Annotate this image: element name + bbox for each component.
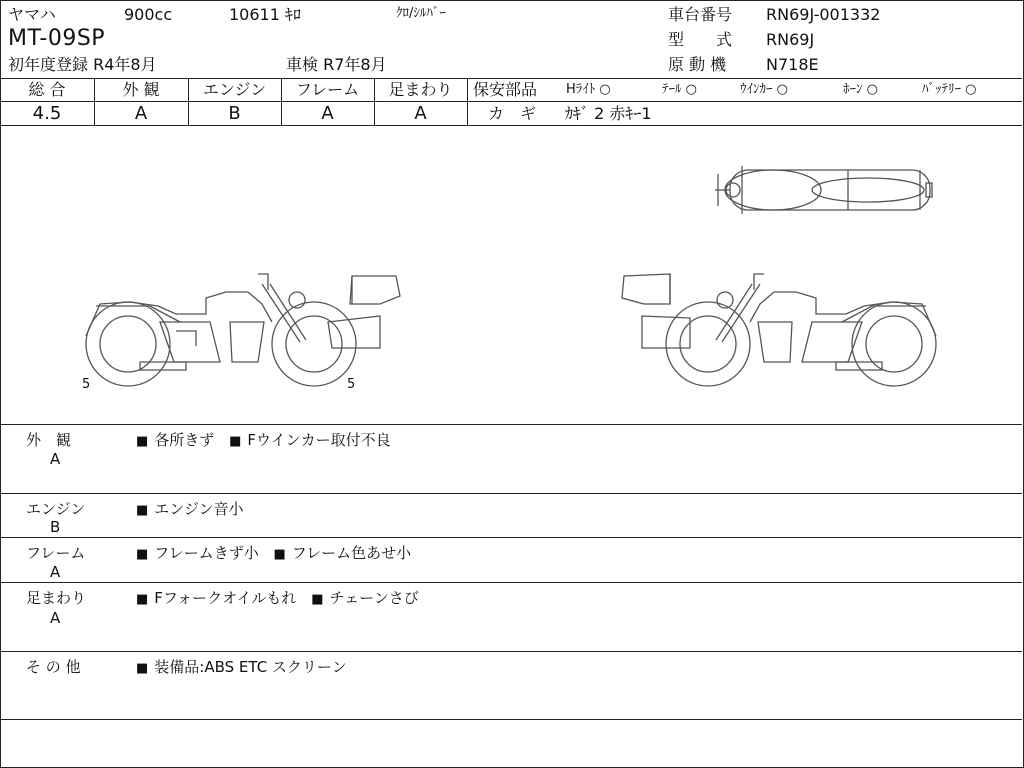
divider bbox=[0, 537, 1022, 538]
grade-header-engine: エンジン bbox=[202, 80, 267, 99]
bullet-icon: ■ bbox=[311, 592, 324, 607]
note-items-exterior bbox=[136, 429, 401, 450]
grade-header-exterior: 外 観 bbox=[122, 80, 160, 99]
grade-suspension-value: A bbox=[414, 103, 427, 124]
bullet-icon: ■ bbox=[136, 503, 149, 518]
safety-winker: ｳｲﾝｶｰ ○ bbox=[740, 82, 788, 97]
divider bbox=[0, 651, 1022, 652]
note-item: エンジン音小 bbox=[154, 500, 244, 518]
first-registration-text: 初年度登録 R4年8月 bbox=[8, 55, 157, 74]
note-title-other: そ の 他 bbox=[26, 658, 81, 676]
divider bbox=[0, 424, 1022, 425]
bullet-icon: ■ bbox=[229, 434, 242, 449]
safety-horn: ﾎｰﾝ ○ bbox=[843, 82, 878, 97]
note-title-exterior: 外 観 bbox=[26, 431, 72, 449]
frame-number-label: 車台番号 bbox=[668, 5, 733, 24]
bullet-icon: ■ bbox=[136, 661, 149, 676]
note-grade-engine: B bbox=[50, 518, 61, 536]
note-grade-frame: A bbox=[50, 563, 61, 581]
divider bbox=[0, 582, 1022, 583]
motorcycle-right-side-icon bbox=[622, 274, 936, 386]
safety-taillight: ﾃｰﾙ ○ bbox=[662, 82, 697, 97]
note-item: フレーム色あせ小 bbox=[291, 544, 412, 562]
note-item: Fウインカー取付不良 bbox=[247, 431, 391, 449]
note-item: 各所きず bbox=[154, 431, 215, 449]
maker-text: ヤマハ bbox=[8, 5, 56, 24]
safety-headlight: Hﾗｲﾄ ○ bbox=[566, 82, 611, 97]
engine-model-label: 原 動 機 bbox=[668, 55, 727, 74]
safety-parts-label: 保安部品 bbox=[473, 80, 538, 99]
grade-header-suspension: 足まわり bbox=[388, 80, 453, 99]
note-title-engine: エンジン bbox=[26, 500, 86, 518]
key-value: ｶｷﾞ 2 赤ｷｰ1 bbox=[565, 104, 652, 123]
note-grade-exterior: A bbox=[50, 450, 61, 468]
mileage-text: 10611 ｷﾛ bbox=[229, 5, 301, 24]
bullet-icon: ■ bbox=[136, 547, 149, 562]
frame-number-value: RN69J-001332 bbox=[766, 5, 881, 24]
divider bbox=[0, 101, 468, 102]
damage-mark: 5 bbox=[347, 377, 356, 392]
note-item: チェーンさび bbox=[329, 589, 419, 607]
note-grade-suspension: A bbox=[50, 609, 61, 627]
grade-header-overall: 総 合 bbox=[28, 80, 66, 99]
bullet-icon: ■ bbox=[136, 434, 149, 449]
bullet-icon: ■ bbox=[136, 592, 149, 607]
divider bbox=[0, 493, 1022, 494]
color-text: ｸﾛ/ｼﾙﾊﾞｰ bbox=[396, 6, 446, 21]
note-items-other bbox=[136, 656, 357, 677]
type-label: 型 式 bbox=[668, 30, 733, 49]
inspection-text: 車検 R7年8月 bbox=[286, 55, 387, 74]
grade-exterior-value: A bbox=[134, 103, 148, 124]
type-value: RN69J bbox=[766, 30, 815, 49]
motorcycle-left-side-icon bbox=[86, 274, 400, 386]
divider bbox=[0, 78, 1022, 79]
damage-diagram bbox=[0, 126, 1022, 424]
diagram-canvas bbox=[0, 126, 1022, 424]
grade-engine-value: B bbox=[228, 103, 241, 124]
divider bbox=[468, 101, 1022, 102]
damage-mark: 5 bbox=[82, 377, 91, 392]
note-item: フレームきず小 bbox=[154, 544, 259, 562]
divider bbox=[0, 719, 1022, 720]
key-label: カ ギ bbox=[488, 104, 537, 123]
note-item: Fフォークオイルもれ bbox=[154, 589, 297, 607]
grade-header-frame: フレーム bbox=[295, 80, 360, 99]
grade-overall-value: 4.5 bbox=[32, 103, 62, 124]
note-items-engine bbox=[136, 498, 254, 519]
note-items-suspension bbox=[136, 587, 429, 608]
bullet-icon: ■ bbox=[273, 547, 286, 562]
engine-model-value: N718E bbox=[766, 55, 819, 74]
note-items-frame bbox=[136, 542, 421, 563]
note-title-suspension: 足まわり bbox=[26, 589, 87, 607]
note-title-frame: フレーム bbox=[26, 544, 86, 562]
model-name: MT-09SP bbox=[8, 26, 106, 51]
grade-frame-value: A bbox=[321, 103, 334, 124]
note-item: 装備品:ABS ETC スクリーン bbox=[154, 658, 347, 676]
safety-battery: ﾊﾞｯﾃﾘｰ ○ bbox=[922, 82, 977, 97]
divider bbox=[467, 78, 468, 125]
motorcycle-top-view-icon bbox=[715, 166, 932, 214]
displacement-text: 900cc bbox=[124, 5, 173, 24]
